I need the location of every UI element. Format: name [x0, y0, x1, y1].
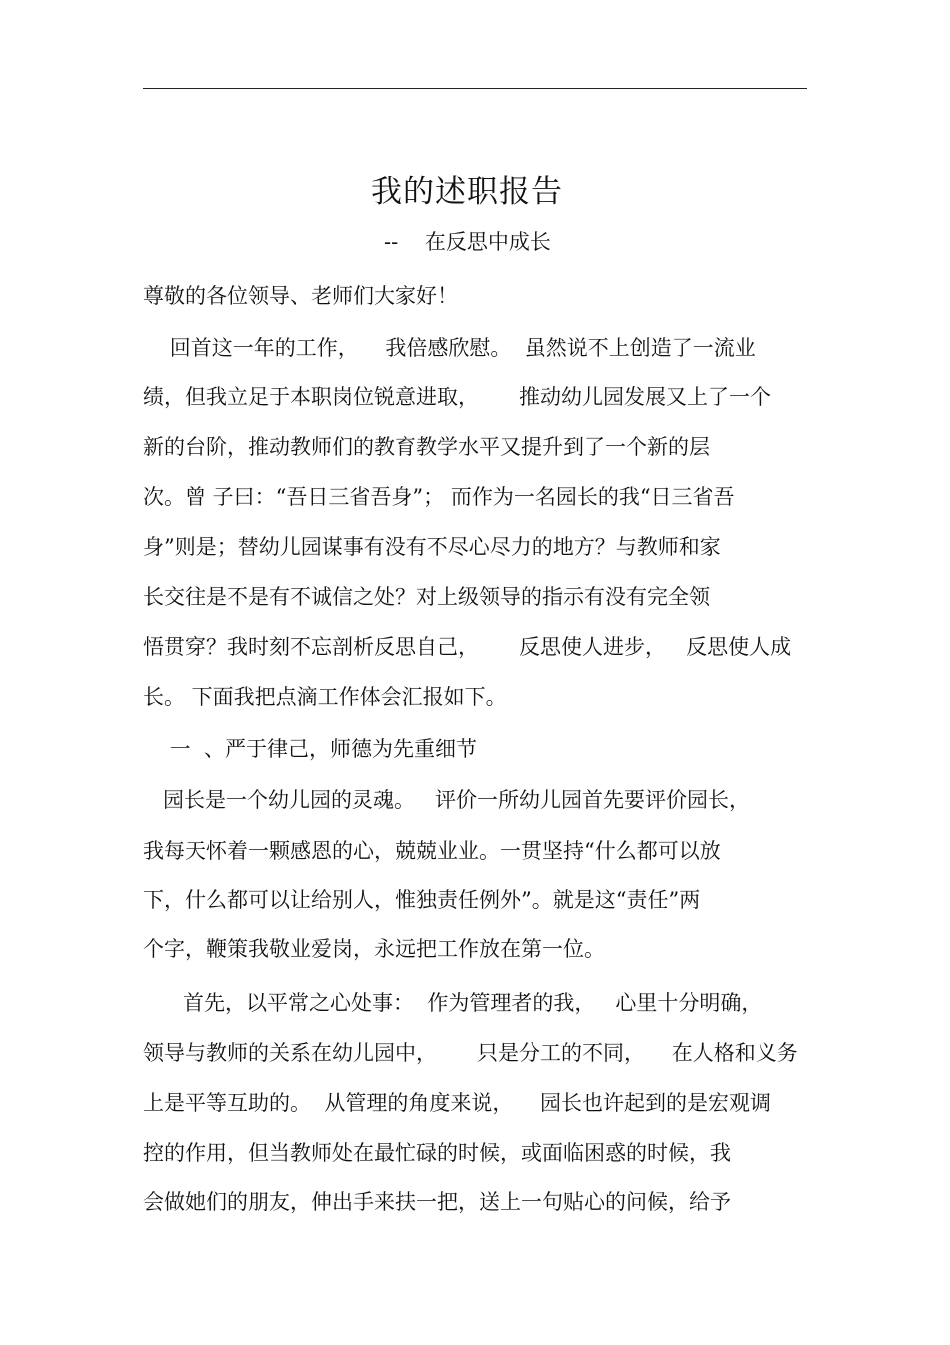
text-line-11: 我每天怀着一颗感恩的心，兢兢业业。一贯坚持“什么都可以放	[143, 839, 721, 863]
text-line-9: 长。 下面我把点滴工作体会汇报如下。	[143, 685, 507, 709]
text-line-16: 上是平等互助的。 从管理的角度来说， 园长也许起到的是宏观调	[143, 1091, 772, 1115]
document-subtitle: -- 在反思中成长	[384, 230, 551, 254]
text-line-7: 长交往是不是有不诚信之处？对上级领导的指示有没有完全领	[143, 585, 710, 609]
text-line-13: 个字，鞭策我敬业爱岗，永远把工作放在第一位。	[143, 937, 605, 961]
text-line-5: 次。曾 子曰：“吾日三省吾身”； 而作为一名园长的我“日三省吾	[143, 485, 735, 509]
section-heading-1: 一 、严于律己，师德为先重细节	[143, 737, 478, 761]
document-title: 我的述职报告	[371, 174, 563, 210]
header-rule	[143, 88, 807, 89]
text-line-12: 下，什么都可以让给别人，惟独责任例外”。就是这“责任”两	[143, 888, 701, 912]
text-line-4: 新的台阶，推动教师们的教育教学水平又提升到了一个新的层	[143, 435, 710, 459]
text-line-18: 会做她们的朋友，伸出手来扶一把，送上一句贴心的问候，给予	[143, 1190, 731, 1214]
text-line-6: 身”则是；替幼儿园谋事有没有不尽心尽力的地方？与教师和家	[143, 535, 721, 559]
text-line-2: 回首这一年的工作， 我倍感欣慰。 虽然说不上创造了一流业	[143, 336, 756, 360]
text-line-8: 悟贯穿？我时刻不忘剖析反思自己， 反思使人进步， 反思使人成	[143, 635, 792, 659]
text-line-14: 首先，以平常之心处事： 作为管理者的我， 心里十分明确，	[143, 991, 763, 1015]
text-line-17: 控的作用，但当教师处在最忙碌的时候，或面临困惑的时候，我	[143, 1141, 731, 1165]
text-line-1: 尊敬的各位领导、老师们大家好！	[143, 284, 458, 308]
text-line-10: 园长是一个幼儿园的灵魂。 评价一所幼儿园首先要评价园长，	[143, 788, 751, 812]
text-line-3: 绩，但我立足于本职岗位锐意进取， 推动幼儿园发展又上了一个	[143, 385, 772, 409]
text-line-15: 领导与教师的关系在幼儿园中， 只是分工的不同， 在人格和义务	[143, 1041, 798, 1065]
